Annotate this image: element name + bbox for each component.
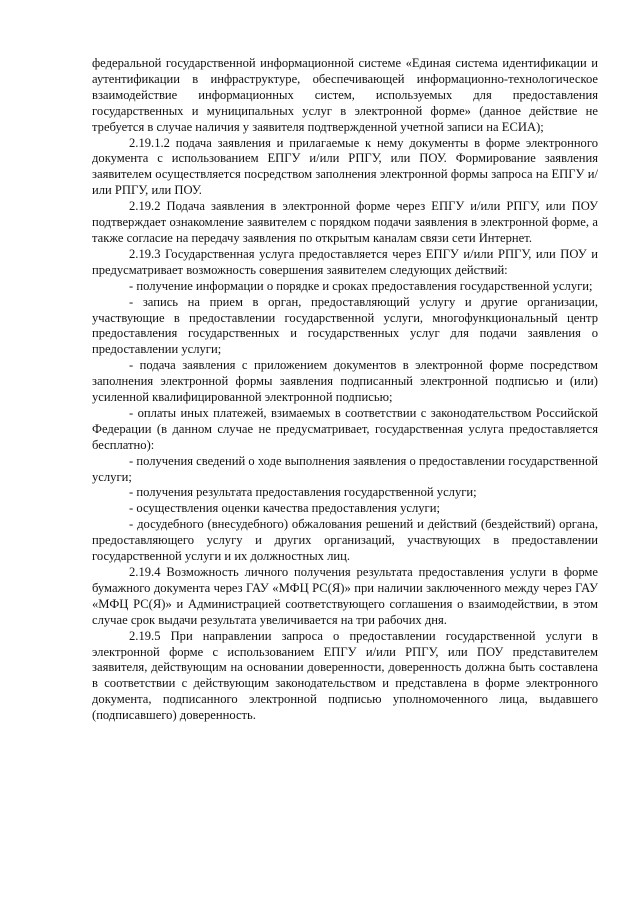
list-item-application: - подача заявления с приложением документов в электронной форме посредством заполнения электронной формы заявления подписанный электронной подписью и (или) усиленной квалифицированной электронной подписью;	[92, 358, 598, 405]
paragraph-2-19-2: 2.19.2 Подача заявления в электронной форме через ЕПГУ и/или РПГУ, или ПОУ подтверждает ознакомление заявителем с порядком подачи заявления в электронной форме, а также согласие на передачу заявления по открытым каналам связи сети Интернет.	[92, 199, 598, 245]
paragraph-2-19-3: 2.19.3 Государственная услуга предоставляется через ЕПГУ и/или РПГУ, или ПОУ и предусматривает возможность совершения заявителем следующих действий:	[92, 246, 598, 277]
list-item-payments: - оплаты иных платежей, взимаемых в соответствии с законодательством Российской Федерации (в данном случае не предусматривает, государственная услуга предоставляется бесплатно):	[92, 405, 598, 452]
paragraph-2-19-5: 2.19.5 При направлении запроса о предоставлении государственной услуги в электронной форме с использованием ЕПГУ и/или РПГУ, или ПОУ представителем заявителя, действующим на основании доверенности, доверенность должна быть составлена в соответствии с действующим законодательством и представлена в форме электронного документа, подписанного электронной подписью уполномоченного лица, выдавшего (подписавшего) доверенность.	[92, 628, 598, 723]
list-item-result: - получения результата предоставления государственной услуги;	[129, 485, 477, 500]
list-item-info: - получение информации о порядке и сроках предоставления государственной услуги;	[129, 278, 593, 293]
list-item-appeal: - досудебного (внесудебного) обжалования решений и действий (бездействий) органа, предоставляющего услугу и других организаций, участвующих в предоставлении государственной услуги и их должностных лиц.	[92, 517, 598, 564]
list-item-quality: - осуществления оценки качества предоставления услуги;	[129, 501, 440, 516]
paragraph-continuation: федеральной государственной информационной системе «Единая система идентификации и аутентификации в инфраструктуре, обеспечивающей информационно-технологическое взаимодействие информационных систем, используемых для предоставления государственных и муниципальных услуг в электронной форме» (данное действие не требуется в случае наличия у заявителя подтвержденной учетной записи на ЕСИА);	[92, 56, 598, 134]
list-item-appointment: - запись на прием в орган, предоставляющий услугу и другие организации, участвующие в предоставлении государственной услуги, многофункциональный центр предоставления государственных и государственных услуг для подачи заявления о предоставлении услуги;	[92, 294, 598, 357]
paragraph-2-19-1-2: 2.19.1.2 подача заявления и прилагаемые к нему документы в форме электронного документа с использованием ЕПГУ и/или РПГУ, или ПОУ. Формирование заявления заявителем осуществляется посредством заполнения электронной формы запроса на ЕПГУ и/или РПГУ, или ПОУ.	[92, 135, 598, 198]
document-page	[92, 56, 598, 724]
list-item-status: - получения сведений о ходе выполнения заявления о предоставлении государственной услуги;	[92, 453, 599, 484]
paragraph-2-19-4: 2.19.4 Возможность личного получения результата предоставления услуги в форме бумажного документа через ГАУ «МФЦ РС(Я)» при наличии заключенного между через ГАУ «МФЦ РС(Я)» и Администрацией соответствующего соглашения о взаимодействии, в этом случае срок выдачи результата увеличивается на три рабочих дня.	[92, 565, 598, 627]
